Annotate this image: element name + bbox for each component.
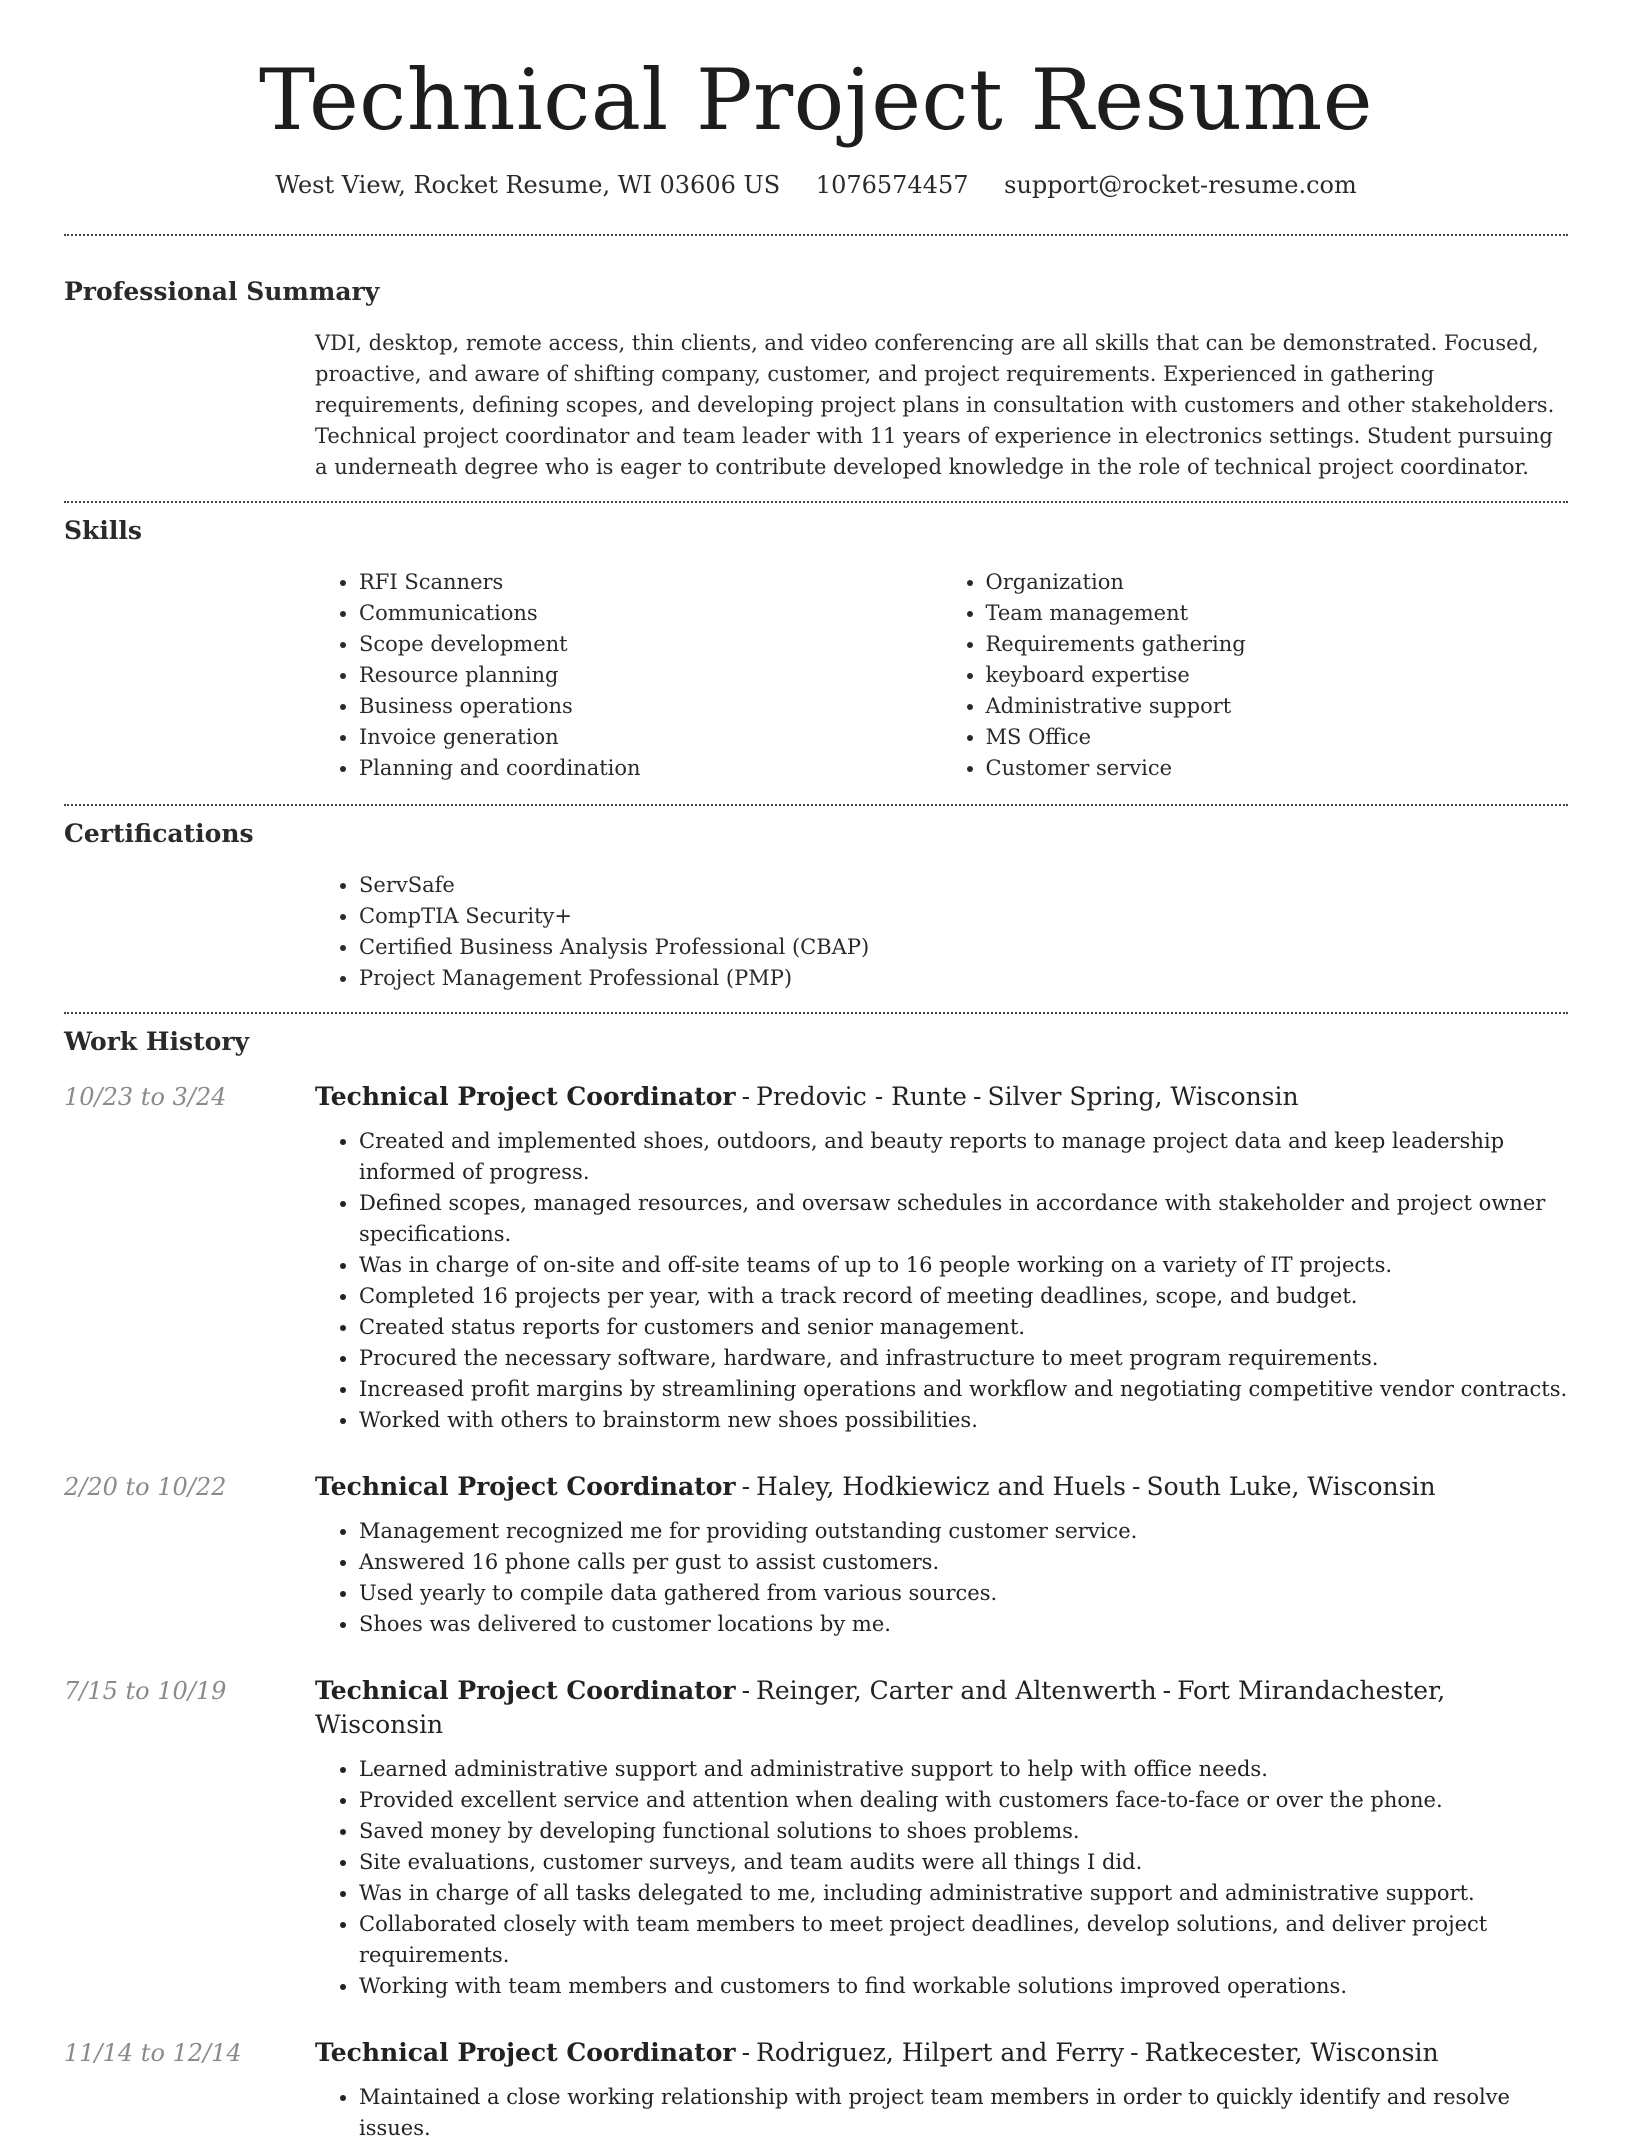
resume-title: Technical Project Resume [258,51,1374,149]
divider [64,501,1568,503]
skill-item: • Invoice generation [359,722,942,753]
job-separator: - [741,1082,751,1111]
job-bullet: • Provided excellent service and attention when dealing with customers face-to-face or over the phone. [359,1785,1568,1816]
job-bullet: • Procured the necessary software, hardware, and infrastructure to meet program requirements. [359,1343,1568,1374]
job-bullet: • Defined scopes, managed resources, and oversaw schedules in accordance with stakeholder and project owner specifications. [359,1188,1568,1250]
job-entry [64,1080,1568,1436]
job-dates: 10/23 to 3/24 [64,1083,227,1111]
contact-address: West View, Rocket Resume, WI 03606 US [275,171,781,199]
skill-item: • keyboard expertise [986,660,1569,691]
job-entry [64,2036,1568,2144]
skill-item: • Team management [986,598,1569,629]
job-heading [315,2036,1568,2070]
certification-item: • CompTIA Security+ [359,901,1568,932]
job-company: Predovic - Runte [756,1082,967,1111]
job-heading [315,1470,1568,1504]
job-bullet: • Working with team members and customers to find workable solutions improved operations. [359,1971,1568,2002]
contact-line [64,170,1568,200]
skill-item: • Administrative support [986,691,1569,722]
job-title: Technical Project Coordinator [315,2038,736,2067]
certification-item: • Project Management Professional (PMP) [359,963,1568,994]
job-separator: - [1130,2038,1139,2067]
certifications-items [315,870,1568,994]
divider [64,1012,1568,1014]
job-separator: - [741,2038,751,2067]
divider [64,234,1568,236]
job-bullet: • Was in charge of on-site and off-site teams of up to 16 people working on a variety of IT projects. [359,1250,1568,1281]
job-location: Silver Spring, Wisconsin [987,1082,1299,1111]
job-bullet: • Answered 16 phone calls per gust to assist customers. [359,1547,1568,1578]
job-separator: - [741,1472,751,1501]
job-company: Reinger, Carter and Altenwerth [756,1676,1157,1705]
skill-item: • RFI Scanners [359,567,942,598]
job-bullets [315,1516,1568,1640]
job-location: Fort Mirandachester, Wisconsin [315,1676,1446,1739]
job-bullet: • Was in charge of all tasks delegated to me, including administrative support and administrative support. [359,1878,1568,1909]
job-company: Rodriguez, Hilpert and Ferry [756,2038,1125,2067]
contact-email: support@rocket-resume.com [1004,171,1357,199]
job-bullet: • Maintained a close working relationship with project team members in order to quickly identify and resolve issues. [359,2082,1568,2144]
job-separator: - [1132,1472,1141,1501]
section-title-certifications: Certifications [64,819,254,848]
job-bullet: • Saved money by developing functional solutions to shoes problems. [359,1816,1568,1847]
job-dates: 2/20 to 10/22 [64,1473,227,1501]
section-title-work-history: Work History [64,1027,250,1056]
skill-item: • Business operations [359,691,942,722]
job-entry [64,1470,1568,1640]
job-bullet: • Site evaluations, customer surveys, and team audits were all things I did. [359,1847,1568,1878]
skill-item: • Communications [359,598,942,629]
job-bullet: • Completed 16 projects per year, with a track record of meeting deadlines, scope, and budget. [359,1281,1568,1312]
certifications-list [315,870,1568,994]
job-bullet: • Learned administrative support and administrative support to help with office needs. [359,1754,1568,1785]
skill-item: • Requirements gathering [986,629,1569,660]
skills-list [315,567,1568,784]
skill-item: • Planning and coordination [359,753,942,784]
certification-item: • ServSafe [359,870,1568,901]
job-heading [315,1674,1568,1742]
job-dates: 7/15 to 10/19 [64,1677,227,1705]
job-bullet: • Created status reports for customers and senior management. [359,1312,1568,1343]
job-bullet: • Created and implemented shoes, outdoors, and beauty reports to manage project data and keep leadership informed of progress. [359,1126,1568,1188]
job-bullets [315,2082,1568,2144]
job-bullets [315,1754,1568,2002]
job-dates: 11/14 to 12/14 [64,2039,242,2067]
resume-page [64,0,1568,2144]
job-location: South Luke, Wisconsin [1146,1472,1436,1501]
job-bullet: • Increased profit margins by streamlining operations and workflow and negotiating competitive vendor contracts. [359,1374,1568,1405]
job-bullet: • Collaborated closely with team members to meet project deadlines, develop solutions, and deliver project requirements. [359,1909,1568,1971]
job-bullet: • Shoes was delivered to customer locations by me. [359,1609,1568,1640]
job-bullet: • Worked with others to brainstorm new shoes possibilities. [359,1405,1568,1436]
skill-item: • Organization [986,567,1569,598]
job-title: Technical Project Coordinator [315,1676,736,1705]
summary-text: VDI, desktop, remote access, thin clients, and video conferencing are all skills that can be demonstrated. Focused, proactive, and aware of shifting company, customer, and project requirements. Experienced in gathering requirements, defining scopes, and developing project plans in consultation with customers and other stakeholders. Technical project coordinator and team leader with 11 years of experience in electronics settings. Student pursuing a underneath degree who is eager to contribute developed knowledge in the role of technical project coordinator. [315,331,1555,479]
section-title-skills: Skills [64,516,142,545]
skills-column-right [942,567,1569,784]
contact-phone: 1076574457 [815,171,969,199]
job-company: Haley, Hodkiewicz and Huels [756,1472,1127,1501]
job-separator: - [972,1082,982,1111]
job-heading [315,1080,1568,1114]
job-separator: - [1162,1676,1172,1705]
job-title: Technical Project Coordinator [315,1082,736,1111]
job-title: Technical Project Coordinator [315,1472,736,1501]
job-location: Ratkecester, Wisconsin [1144,2038,1439,2067]
skill-item: • Resource planning [359,660,942,691]
job-entry [64,1674,1568,2002]
skill-item: • Scope development [359,629,942,660]
job-separator: - [741,1676,751,1705]
skill-item: • MS Office [986,722,1569,753]
certification-item: • Certified Business Analysis Professional (CBAP) [359,932,1568,963]
skill-item: • Customer service [986,753,1569,784]
job-bullets [315,1126,1568,1436]
skills-column-left [315,567,942,784]
divider [64,804,1568,806]
job-bullet: • Used yearly to compile data gathered from various sources. [359,1578,1568,1609]
section-title-summary: Professional Summary [64,277,380,306]
job-bullet: • Management recognized me for providing outstanding customer service. [359,1516,1568,1547]
